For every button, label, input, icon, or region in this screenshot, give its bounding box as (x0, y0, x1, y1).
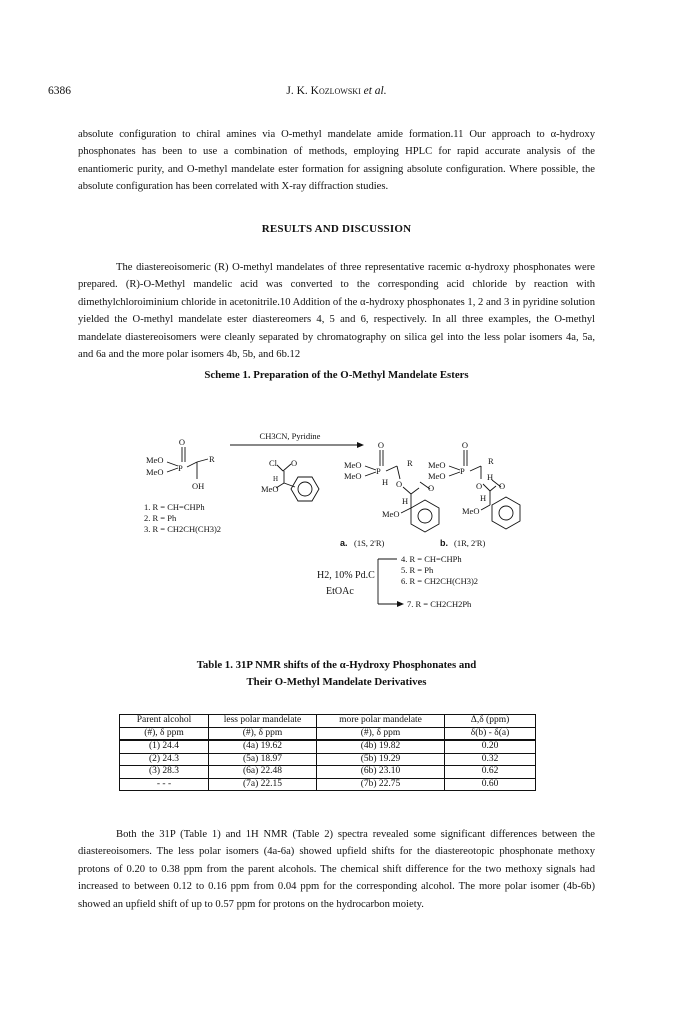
label-a-letter: a. (340, 538, 348, 548)
nmr-shift-table (119, 714, 536, 791)
table-cell: (4b) 19.82 (317, 740, 445, 753)
table-row (120, 778, 536, 791)
table-cell: (1) 24.4 (120, 740, 209, 753)
page-number: 6386 (48, 85, 71, 97)
label-b-letter: b. (440, 538, 448, 548)
scheme-o-6: O (461, 440, 469, 450)
scheme-o-3: O (377, 440, 385, 450)
table-cell: (7a) 22.15 (209, 778, 317, 791)
reagent-label: CH3CN, Pyridine (259, 431, 321, 441)
starting-material-1: 1. R = CH=CHPh (144, 502, 205, 512)
starting-material-2: 2. R = Ph (144, 513, 177, 523)
label-b-config: (1R, 2'R) (454, 538, 486, 548)
table-cell: 0.60 (445, 778, 536, 791)
table-cell: (6b) 23.10 (317, 766, 445, 779)
product-5: 5. R = Ph (401, 565, 434, 575)
scheme-h-4: H (487, 472, 494, 482)
scheme-meo-6: MeO (382, 509, 400, 519)
scheme-p-2: P (376, 466, 381, 476)
table-caption-line-2: Their O-Methyl Mandelate Derivatives (246, 676, 427, 688)
table-header-row-2 (120, 727, 536, 740)
et-al: et al. (363, 85, 387, 97)
scheme-p-1: P (178, 463, 183, 473)
subheader-less-polar: (#), δ ppm (209, 727, 317, 740)
product-6: 6. R = CH2CH(CH3)2 (401, 576, 479, 586)
table-caption-line-1: Table 1. 31P NMR shifts of the α-Hydroxy Phosphonates and (196, 659, 477, 671)
scheme-meo-3: MeO (261, 484, 279, 494)
table-cell: (5a) 18.97 (209, 753, 317, 766)
table-row (120, 740, 536, 753)
scheme-meo-4: MeO (344, 460, 362, 470)
product-7: 7. R = CH2CH2Ph (407, 599, 472, 609)
table-cell: - - - (120, 778, 209, 791)
header-delta: Δ,δ (ppm) (445, 715, 536, 728)
scheme-o-1: O (178, 437, 186, 447)
section-heading: RESULTS AND DISCUSSION (261, 223, 412, 235)
results-paragraph: The diastereoisomeric (R) O-methyl mandelates of three representative racemic α-hydroxy phosphonates were prepared. (R)-O-Methyl mandelic acid was converted to the corresponding acid chloride by reaction with dimethylchloroiminium chloride in acetonitrile.10 Addition of the α-hydroxy phosphonates 1, 2 and 3 in pyridine solution yielded the O-methyl mandelate ester diastereomers 4, 5 and 6, respectively. In all three examples, the O-methyl mandelate diastereoisomers were cleanly separated by chromatography on silica gel into the less polar isomers 4a, 5a, and 6a and the more polar isomers 4b, 5b, and 6b.12 (78, 262, 595, 361)
header-parent-alcohol: Parent alcohol (120, 715, 209, 728)
table-cell: (7b) 22.75 (317, 778, 445, 791)
scheme-o-4: O (396, 479, 403, 489)
scheme-meo-7: MeO (428, 460, 446, 470)
scheme-r-2: R (407, 458, 413, 468)
reaction-scheme (130, 400, 570, 610)
product-4: 4. R = CH=CHPh (401, 554, 462, 564)
table-row (120, 753, 536, 766)
table-cell: 0.20 (445, 740, 536, 753)
scheme-h-5: H (480, 493, 487, 503)
final-paragraph: Both the 31P (Table 1) and 1H NMR (Table 2) spectra revealed some significant differences between the diastereoisomers. The less polar isomers (4a-6a) showed upfield shifts for the diastereotopic phosphonate methoxy protons of 0.20 to 0.38 ppm from the parent alcohols. The chemical shift difference for the two methoxy signals had increased to between 0.12 to 0.16 ppm from 0.04 ppm for the corresponding alcohol. The more polar isomer (4b-6b) showed an upfield shift of up to 0.57 ppm for protons on the hydrocarbon moiety. (78, 829, 595, 910)
scheme-o-5: O (428, 483, 435, 493)
scheme-o-8: O (499, 481, 506, 491)
label-a-config: (1S, 2'R) (354, 538, 385, 548)
scheme-h-1: H (273, 475, 279, 483)
table-row (120, 766, 536, 779)
intro-paragraph: absolute configuration to chiral amines via O-methyl mandelate amide formation.11 Our approach to α-hydroxy phosphonates has been to use a combination of methods, employing HPLC for rapid accurate analysis of the enantiomeric purity, and O-methyl mandelate ester formation for assigning absolute configuration. Where possible, the absolute configuration has been correlated with X-ray diffraction studies. (78, 129, 595, 193)
scheme-h-3: H (402, 496, 409, 506)
scheme-oh: OH (192, 481, 205, 491)
hydrogenation-reagent: H2, 10% Pd.C (317, 570, 375, 581)
table-cell: (4a) 19.62 (209, 740, 317, 753)
scheme-caption: Scheme 1. Preparation of the O-Methyl Mandelate Esters (204, 369, 469, 381)
scheme-o-7: O (476, 481, 483, 491)
table-cell: (3) 28.3 (120, 766, 209, 779)
subheader-more-polar: (#), δ ppm (317, 727, 445, 740)
running-head (48, 85, 625, 101)
table-cell: (6a) 22.48 (209, 766, 317, 779)
author-name: J. K. Kozlowski (286, 85, 361, 97)
scheme-o-2: O (291, 458, 298, 468)
table-cell: (5b) 19.29 (317, 753, 445, 766)
scheme-r-3: R (488, 456, 494, 466)
hydrogenation-solvent: EtOAc (326, 586, 354, 597)
reaction-scheme-drawing (130, 400, 570, 610)
running-title (48, 85, 625, 97)
nmr-table (119, 714, 536, 791)
header-more-polar: more polar mandelate (317, 715, 445, 728)
scheme-meo-8: MeO (428, 471, 446, 481)
table-caption (78, 657, 595, 691)
subheader-delta: δ(b) - δ(a) (445, 727, 536, 740)
scheme-meo-2: MeO (146, 467, 164, 477)
subheader-parent-alcohol: (#), δ ppm (120, 727, 209, 740)
scheme-h-2: H (382, 477, 389, 487)
table-cell: 0.32 (445, 753, 536, 766)
scheme-meo-5: MeO (344, 471, 362, 481)
table-cell: 0.62 (445, 766, 536, 779)
header-less-polar: less polar mandelate (209, 715, 317, 728)
scheme-meo-9: MeO (462, 506, 480, 516)
scheme-r-1: R (209, 454, 215, 464)
table-header-row-1 (120, 715, 536, 728)
starting-material-3: 3. R = CH2CH(CH3)2 (144, 524, 222, 534)
scheme-cl: Cl (269, 458, 278, 468)
scheme-p-3: P (460, 466, 465, 476)
table-cell: (2) 24.3 (120, 753, 209, 766)
scheme-meo-1: MeO (146, 455, 164, 465)
